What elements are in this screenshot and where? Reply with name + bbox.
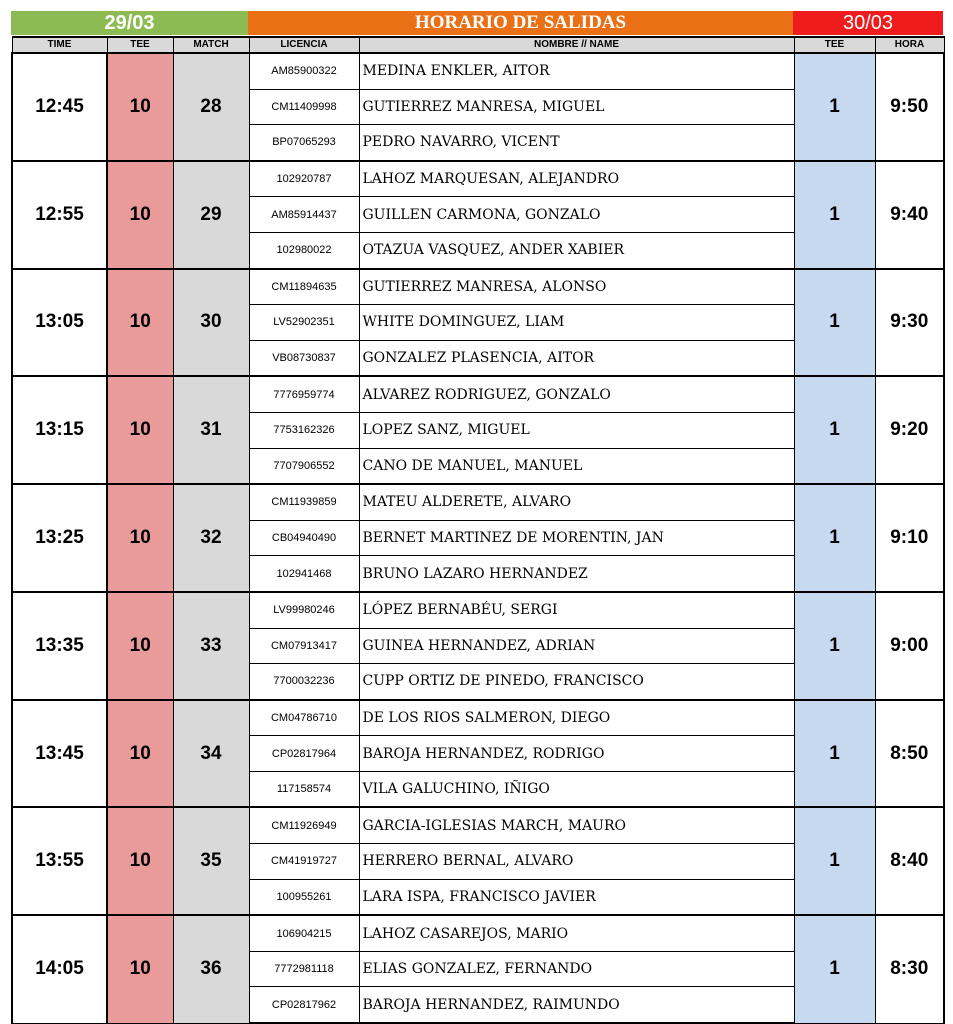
table-row [12, 807, 944, 843]
hora-day2: 8:30 [875, 915, 944, 1023]
licence-number: AM85900322 [249, 53, 359, 89]
player-name: MATEU ALDERETE, ALVARO [359, 484, 794, 520]
tee-number-day2: 1 [794, 53, 875, 161]
tee-time: 12:55 [12, 161, 107, 269]
tee-time: 13:55 [12, 807, 107, 915]
col-nombre: NOMBRE // NAME [359, 37, 794, 53]
hora-day2: 8:40 [875, 807, 944, 915]
tee-time: 14:05 [12, 915, 107, 1023]
tee-number: 10 [107, 592, 173, 700]
table-row [12, 53, 944, 89]
player-name: LOPEZ SANZ, MIGUEL [359, 412, 794, 448]
tee-time: 12:45 [12, 53, 107, 161]
player-name: PEDRO NAVARRO, VICENT [359, 125, 794, 161]
player-name: CANO DE MANUEL, MANUEL [359, 448, 794, 484]
tee-number: 10 [107, 376, 173, 484]
licence-number: 117158574 [249, 771, 359, 807]
table-row [12, 700, 944, 736]
player-name: OTAZUA VASQUEZ, ANDER XABIER [359, 232, 794, 268]
player-name: GARCIA-IGLESIAS MARCH, MAURO [359, 807, 794, 843]
match-number: 32 [173, 484, 249, 592]
player-name: BAROJA HERNANDEZ, RODRIGO [359, 736, 794, 772]
date-right: 30/03 [793, 11, 943, 35]
licence-number: 102980022 [249, 232, 359, 268]
date-left: 29/03 [11, 11, 248, 35]
table-row [12, 484, 944, 520]
licence-number: 102941468 [249, 556, 359, 592]
tee-number: 10 [107, 53, 173, 161]
hora-day2: 9:00 [875, 592, 944, 700]
player-name: BRUNO LAZARO HERNANDEZ [359, 556, 794, 592]
col-match: MATCH [173, 37, 249, 53]
table-row [12, 269, 944, 305]
col-hora: HORA [875, 37, 944, 53]
licence-number: 7753162326 [249, 412, 359, 448]
licence-number: CM41919727 [249, 844, 359, 880]
tee-number-day2: 1 [794, 484, 875, 592]
column-header-row [12, 37, 944, 53]
player-name: BAROJA HERNANDEZ, RAIMUNDO [359, 987, 794, 1023]
player-name: GUTIERREZ MANRESA, ALONSO [359, 269, 794, 305]
licence-number: LV99980246 [249, 592, 359, 628]
player-name: GUINEA HERNANDEZ, ADRIAN [359, 628, 794, 664]
table-row [12, 376, 944, 412]
player-name: GUTIERREZ MANRESA, MIGUEL [359, 89, 794, 125]
licence-number: 7700032236 [249, 664, 359, 700]
licence-number: CM11894635 [249, 269, 359, 305]
table-row [12, 161, 944, 197]
tee-number: 10 [107, 700, 173, 808]
tee-number-day2: 1 [794, 161, 875, 269]
licence-number: 7772981118 [249, 951, 359, 987]
licence-number: AM85914437 [249, 197, 359, 233]
hora-day2: 9:30 [875, 269, 944, 377]
hora-day2: 9:40 [875, 161, 944, 269]
player-name: CUPP ORTIZ DE PINEDO, FRANCISCO [359, 664, 794, 700]
tee-number-day2: 1 [794, 592, 875, 700]
table-row [12, 592, 944, 628]
licence-number: CM11939859 [249, 484, 359, 520]
licence-number: CP02817964 [249, 736, 359, 772]
match-number: 30 [173, 269, 249, 377]
match-number: 33 [173, 592, 249, 700]
licence-number: CP02817962 [249, 987, 359, 1023]
col-tee-right: TEE [794, 37, 875, 53]
match-number: 35 [173, 807, 249, 915]
tee-number-day2: 1 [794, 700, 875, 808]
tee-time: 13:25 [12, 484, 107, 592]
licence-number: CM04786710 [249, 700, 359, 736]
licence-number: 100955261 [249, 879, 359, 915]
player-name: GUILLEN CARMONA, GONZALO [359, 197, 794, 233]
tee-number-day2: 1 [794, 807, 875, 915]
licence-number: 7707906552 [249, 448, 359, 484]
tee-number-day2: 1 [794, 269, 875, 377]
col-licencia: LICENCIA [249, 37, 359, 53]
match-number: 36 [173, 915, 249, 1023]
player-name: LÓPEZ BERNABÉU, SERGI [359, 592, 794, 628]
tee-number: 10 [107, 807, 173, 915]
hora-day2: 9:20 [875, 376, 944, 484]
player-name: ALVAREZ RODRIGUEZ, GONZALO [359, 376, 794, 412]
player-name: VILA GALUCHINO, IÑIGO [359, 771, 794, 807]
licence-number: 102920787 [249, 161, 359, 197]
schedule-table [11, 36, 945, 1024]
tee-number: 10 [107, 269, 173, 377]
col-tee: TEE [107, 37, 173, 53]
hora-day2: 8:50 [875, 700, 944, 808]
tee-time: 13:05 [12, 269, 107, 377]
licence-number: 106904215 [249, 915, 359, 951]
licence-number: LV52902351 [249, 305, 359, 341]
col-time: TIME [12, 37, 107, 53]
player-name: LAHOZ MARQUESAN, ALEJANDRO [359, 161, 794, 197]
table-row [12, 915, 944, 951]
player-name: GONZALEZ PLASENCIA, AITOR [359, 340, 794, 376]
player-name: MEDINA ENKLER, AITOR [359, 53, 794, 89]
licence-number: VB08730837 [249, 340, 359, 376]
tee-number: 10 [107, 161, 173, 269]
tee-number-day2: 1 [794, 915, 875, 1023]
match-number: 34 [173, 700, 249, 808]
licence-number: CM11409998 [249, 89, 359, 125]
licence-number: CM11926949 [249, 807, 359, 843]
tee-time: 13:35 [12, 592, 107, 700]
player-name: BERNET MARTINEZ DE MORENTIN, JAN [359, 520, 794, 556]
player-name: HERRERO BERNAL, ALVARO [359, 844, 794, 880]
player-name: LAHOZ CASAREJOS, MARIO [359, 915, 794, 951]
match-number: 29 [173, 161, 249, 269]
licence-number: CB04940490 [249, 520, 359, 556]
licence-number: CM07913417 [249, 628, 359, 664]
licence-number: BP07065293 [249, 125, 359, 161]
hora-day2: 9:10 [875, 484, 944, 592]
match-number: 31 [173, 376, 249, 484]
tee-time: 13:45 [12, 700, 107, 808]
player-name: ELIAS GONZALEZ, FERNANDO [359, 951, 794, 987]
match-number: 28 [173, 53, 249, 161]
tee-number-day2: 1 [794, 376, 875, 484]
licence-number: 7776959774 [249, 376, 359, 412]
tee-time: 13:15 [12, 376, 107, 484]
page-title: HORARIO DE SALIDAS [248, 11, 793, 35]
hora-day2: 9:50 [875, 53, 944, 161]
player-name: DE LOS RIOS SALMERON, DIEGO [359, 700, 794, 736]
player-name: WHITE DOMINGUEZ, LIAM [359, 305, 794, 341]
tee-number: 10 [107, 915, 173, 1023]
player-name: LARA ISPA, FRANCISCO JAVIER [359, 879, 794, 915]
tee-number: 10 [107, 484, 173, 592]
